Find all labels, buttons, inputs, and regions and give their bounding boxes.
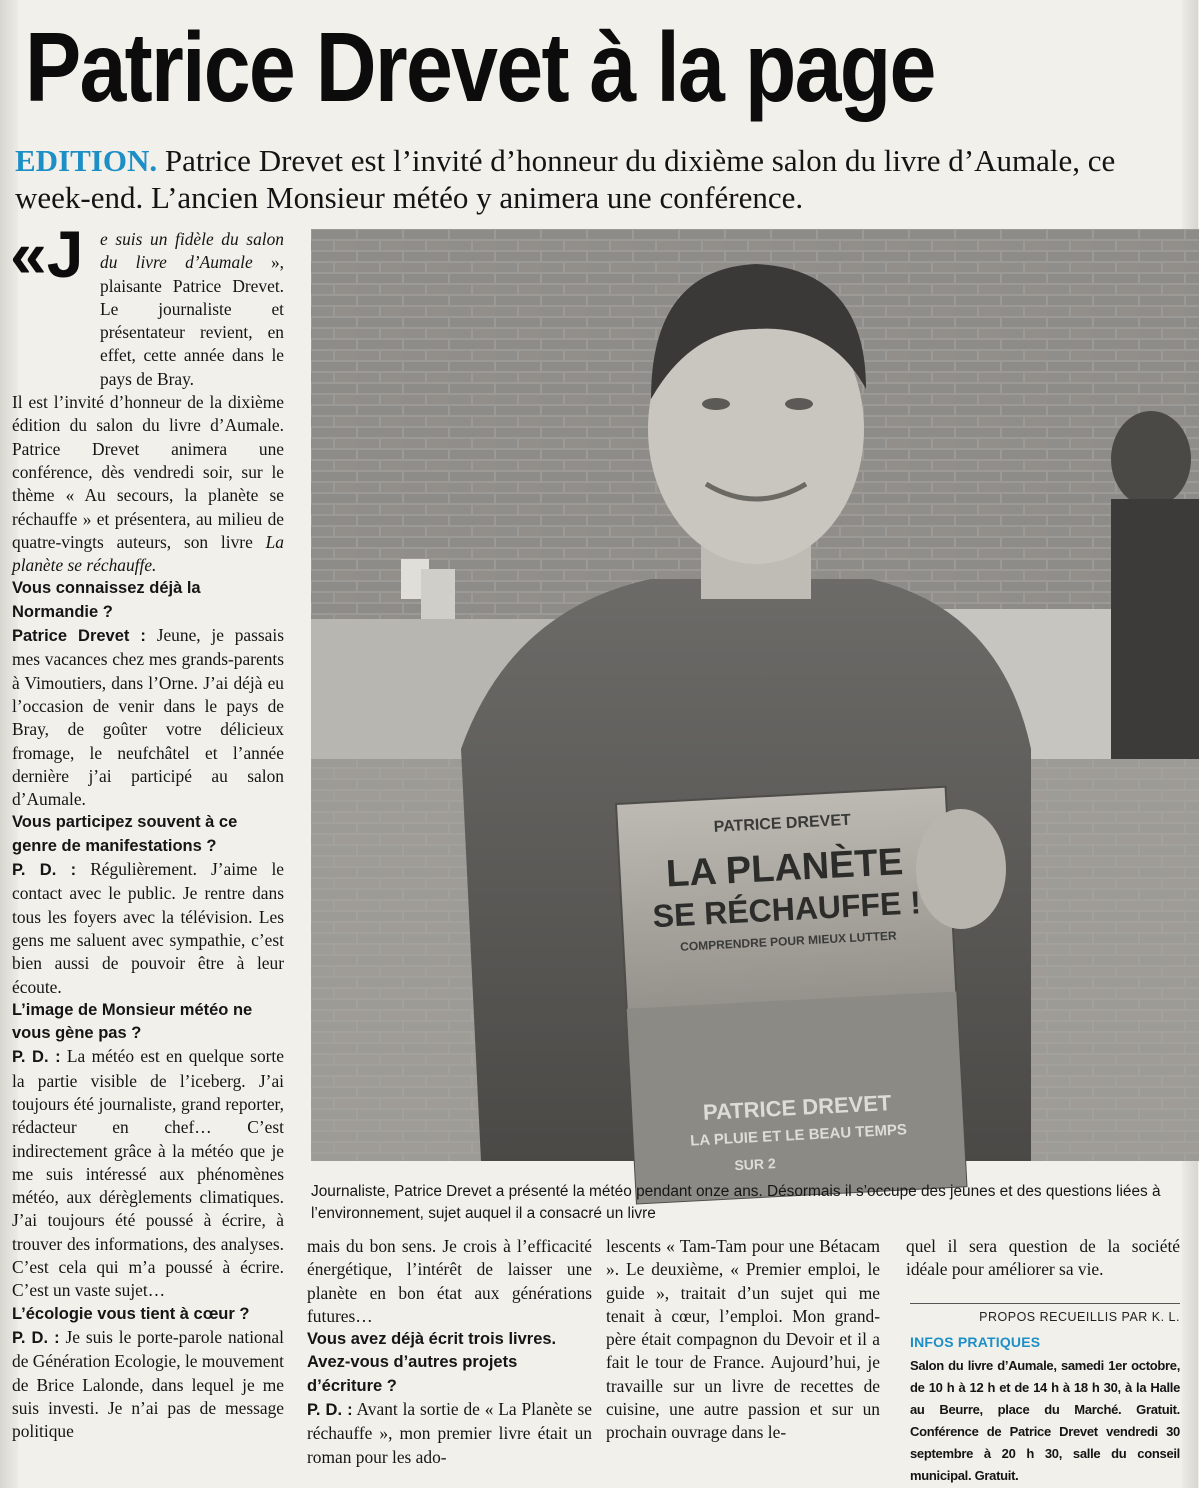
standfirst — [15, 142, 1185, 216]
divider — [910, 1303, 1180, 1304]
kicker: EDITION. — [15, 143, 158, 178]
infos-title: INFOS PRATIQUES — [910, 1334, 1041, 1350]
article-column-2 — [307, 1235, 592, 1469]
article-column-4 — [906, 1235, 1180, 1282]
article-column-3 — [606, 1235, 880, 1445]
answer-4: P. D. : Je suis le porte-parole national de Génération Ecologie, le mouvement de Brice Lalonde, dans lequel je me suis investi. Je n’ai pas de message politique — [12, 1326, 284, 1442]
book-title-inline: La planète se réchauffe. — [12, 531, 284, 576]
col4-continuation: quel il sera question de la société idéale pour améliorer sa vie. — [906, 1236, 1180, 1280]
book-author-2: PATRICE DREVET — [702, 1090, 892, 1125]
col3-continuation: lescents « Tam-Tam pour une Bétacam ». Le deuxième, « Premier emploi, le guide », traitait d’un sujet qui me tenait à cœur, l’emploi. Mon grand-père était compagnon du Devoir et il a fait le tour de France. Aujourd’hui, je travaille sur un livre de recettes de cuisine, une autre passion et sur un prochain ouvrage dans le- — [606, 1236, 880, 1443]
book-title-line-1: LA PLANÈTE — [665, 841, 905, 896]
lead-rest: », plaisante Patrice Drevet. Le journaliste et présentateur revient, en effet, cette année dans le pays de Bray. — [100, 252, 285, 389]
question-3: L’image de Monsieur météo ne vous gène pas ? — [12, 1000, 253, 1043]
book-subtitle: COMPRENDRE POUR MIEUX LUTTER — [679, 928, 897, 954]
lead-paragraph — [10, 217, 285, 391]
headline: Patrice Drevet à la page — [25, 12, 935, 122]
book-cover — [616, 787, 966, 1204]
photo-caption: Journaliste, Patrice Drevet a présenté la météo pendant onze ans. Désormais il s’occupe des jeunes et des questions liées à l’environnement, sujet auquel il a consacré un livre — [311, 1183, 1161, 1223]
article-photo — [311, 229, 1199, 1174]
question-4: L’écologie vous tient à cœur ? — [12, 1304, 250, 1323]
standfirst-text: Patrice Drevet est l’invité d’honneur du dixième salon du livre d’Aumale, ce week-end. L’ancien Monsieur météo y animera une conférence. — [15, 143, 1116, 215]
question-2: Vous participez souvent à ce genre de manifestations ? — [12, 813, 238, 855]
lead-italic: e suis un fidèle du salon du livre d’Aumale — [100, 229, 284, 273]
byline: PROPOS RECUEILLIS PAR K. L. — [979, 1310, 1180, 1324]
question-1: Vous connaissez déjà la Normandie ? — [12, 579, 201, 621]
col2-continuation: mais du bon sens. Je crois à l’efficacité énergétique, l’intérêt de laisser une planète en bon état aux générations futures… — [307, 1236, 592, 1326]
paragraph-2: Il est l’invité d’honneur de la dixième édition du salon du livre d’Aumale. Patrice Drevet animera une conférence, dès vendredi soir, sur le thème « Au secours, la planète se réchauffe » et présentera, au milieu de quatre-vingts auteurs, son livre La planète se réchauffe. — [12, 392, 284, 576]
question-5: Vous avez déjà écrit trois livres. Avez-vous d’autres projets d’écriture ? — [307, 1330, 557, 1395]
answer-2: P. D. : Régulièrement. J’aime le contact avec le public. Je rentre dans tous les foyers avec la télévision. Les gens me saluent avec sympathie, c’est bien aussi de pouvoir être à leur écoute. — [12, 859, 284, 997]
background-person — [1111, 411, 1191, 507]
book-series: LA PLUIE ET LE BEAU TEMPS — [689, 1121, 908, 1150]
answer-1: Patrice Drevet : Jeune, je passais mes vacances chez mes grands-parents à Vimoutiers, dans l’Orne. J’ai déjà eu l’occasion de venir dans le pays de Bray, de goûter votre délicieux fromage, le neufchâtel et l’année dernière j’ai participé au salon d’Aumale. — [12, 625, 285, 810]
right-hand — [916, 809, 1006, 929]
book-channel: SUR 2 — [734, 1155, 777, 1174]
answer-5: P. D. : Avant la sortie de « La Planète se réchauffe », mon premier livre était un roman pour les ado- — [307, 1399, 592, 1467]
drop-quote: «J — [10, 217, 84, 291]
photo-illustration — [311, 229, 1199, 1174]
book-title-line-2: SE RÉCHAUFFE ! — [651, 884, 922, 935]
article-column-1 — [10, 217, 285, 1443]
infos-body: Salon du livre d’Aumale, samedi 1er octobre, de 10 h à 12 h et de 14 h à 18 h 30, à la Halle au Beurre, place du Marché. Gratuit. Conférence de Patrice Drevet vendredi 30 septembre à 20 h 30, salle du conseil municipal. Gratuit. — [910, 1358, 1180, 1483]
book-author: PATRICE DREVET — [713, 811, 852, 836]
answer-3: P. D. : La météo est en quelque sorte la partie visible de l’iceberg. J’ai toujours été journaliste, grand reporter, rédacteur en chef… C’est indirectement grâce à la météo que je me suis intéressé aux phénomènes météo, aux dérèglements climatiques. J’ai toujours été poussé à écrire, à trouver des informations, des analyses. C’est cela qui m’a poussé à écrire. C’est un vaste sujet… — [12, 1046, 284, 1301]
